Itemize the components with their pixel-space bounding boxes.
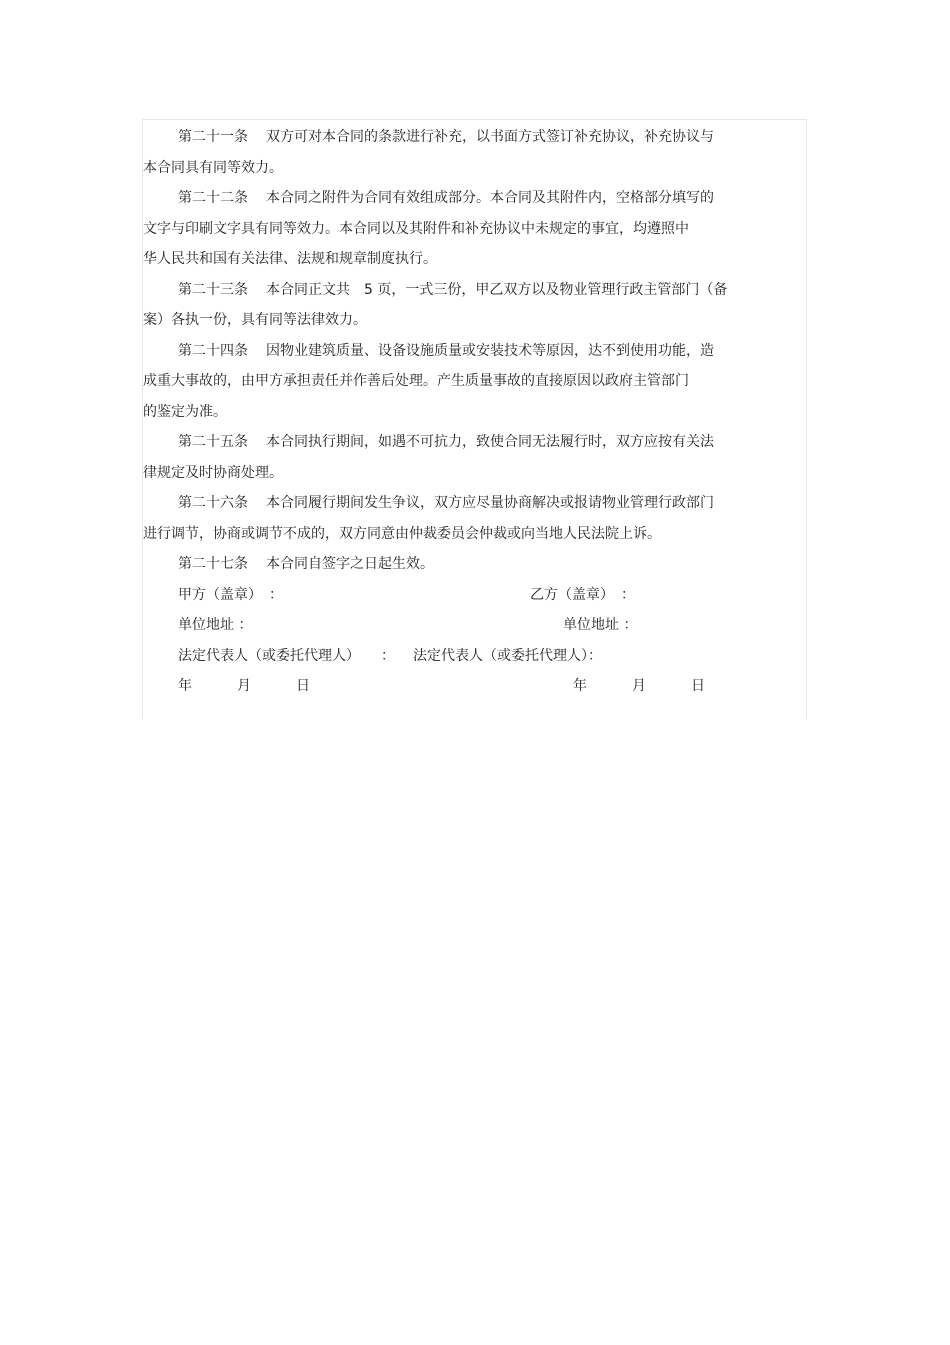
signature-address-row [143, 610, 783, 641]
party-a-seal-label: 甲方（盖章） ： [178, 586, 283, 603]
article-21-line-1 [143, 122, 783, 153]
party-a-date-day: 日 [296, 678, 310, 694]
party-b-address-label: 单位地址 ： [563, 617, 638, 633]
party-a-date-month: 月 [237, 678, 251, 694]
article-25-line-1 [143, 427, 783, 458]
party-a-representative-label: 法定代表人（或委托代理人） ： [178, 647, 395, 664]
article-24-line-3: 的鉴定为准。 [143, 403, 227, 420]
article-23-line-1 [143, 275, 783, 306]
party-b-date-year: 年 [573, 678, 587, 694]
article-number: 第二十六条 [178, 495, 248, 511]
article-22-line-3: 华人民共和国有关法律、法规和规章制度执行。 [143, 251, 437, 267]
article-26-line-2: 进行调节，协商或调节不成的，双方同意由仲裁委员会仲裁或向当地人民法院上诉。 [143, 525, 661, 542]
party-a-address-label: 单位地址 ： [178, 617, 253, 633]
article-text: 本合同正文共 5 页，一式三份，甲乙双方以及物业管理行政主管部门（备 [266, 281, 728, 298]
article-22-line-2: 文字与印刷文字具有同等效力。本合同以及其附件和补充协议中未规定的事宜，均遵照中 [143, 220, 689, 237]
article-text: 本合同执行期间，如遇不可抗力，致使合同无法履行时，双方应按有关法 [266, 434, 714, 450]
party-a-date-year: 年 [178, 678, 192, 694]
signature-seal-row [143, 580, 783, 611]
contract-body [143, 122, 783, 702]
article-26-line-1 [143, 488, 783, 519]
article-number: 第二十四条 [178, 342, 248, 359]
party-b-date-month: 月 [632, 678, 646, 694]
signature-date-row [143, 671, 783, 702]
article-text: 本合同履行期间发生争议，双方应尽量协商解决或报请物业管理行政部门 [266, 495, 714, 511]
article-number: 第二十一条 [178, 129, 248, 145]
article-number: 第二十七条 [178, 556, 248, 572]
signature-representative-row [143, 641, 783, 672]
party-b-date-day: 日 [691, 678, 705, 694]
article-number: 第二十三条 [178, 281, 248, 298]
article-24-line-2: 成重大事故的，由甲方承担责任并作善后处理。产生质量事故的直接原因以政府主管部门 [143, 373, 689, 389]
article-24-line-1 [143, 336, 783, 367]
article-27-line-1 [143, 549, 783, 580]
article-22-line-1 [143, 183, 783, 214]
article-text: 本合同之附件为合同有效组成部分。本合同及其附件内，空格部分填写的 [266, 190, 714, 206]
article-23-line-2: 案）各执一份，具有同等法律效力。 [143, 312, 367, 328]
article-25-line-2: 律规定及时协商处理。 [143, 464, 283, 481]
article-text: 本合同自签字之日起生效。 [266, 556, 434, 572]
article-text: 因物业建筑质量、设备设施质量或安装技术等原因，达不到使用功能，造 [266, 342, 714, 359]
party-b-representative-label: 法定代表人（或委托代理人）： [413, 647, 602, 664]
article-number: 第二十五条 [178, 434, 248, 450]
article-21-line-2: 本合同具有同等效力。 [143, 159, 283, 176]
party-b-seal-label: 乙方（盖章） ： [530, 586, 635, 603]
article-text: 双方可对本合同的条款进行补充，以书面方式签订补充协议，补充协议与 [266, 129, 714, 145]
article-number: 第二十二条 [178, 190, 248, 206]
